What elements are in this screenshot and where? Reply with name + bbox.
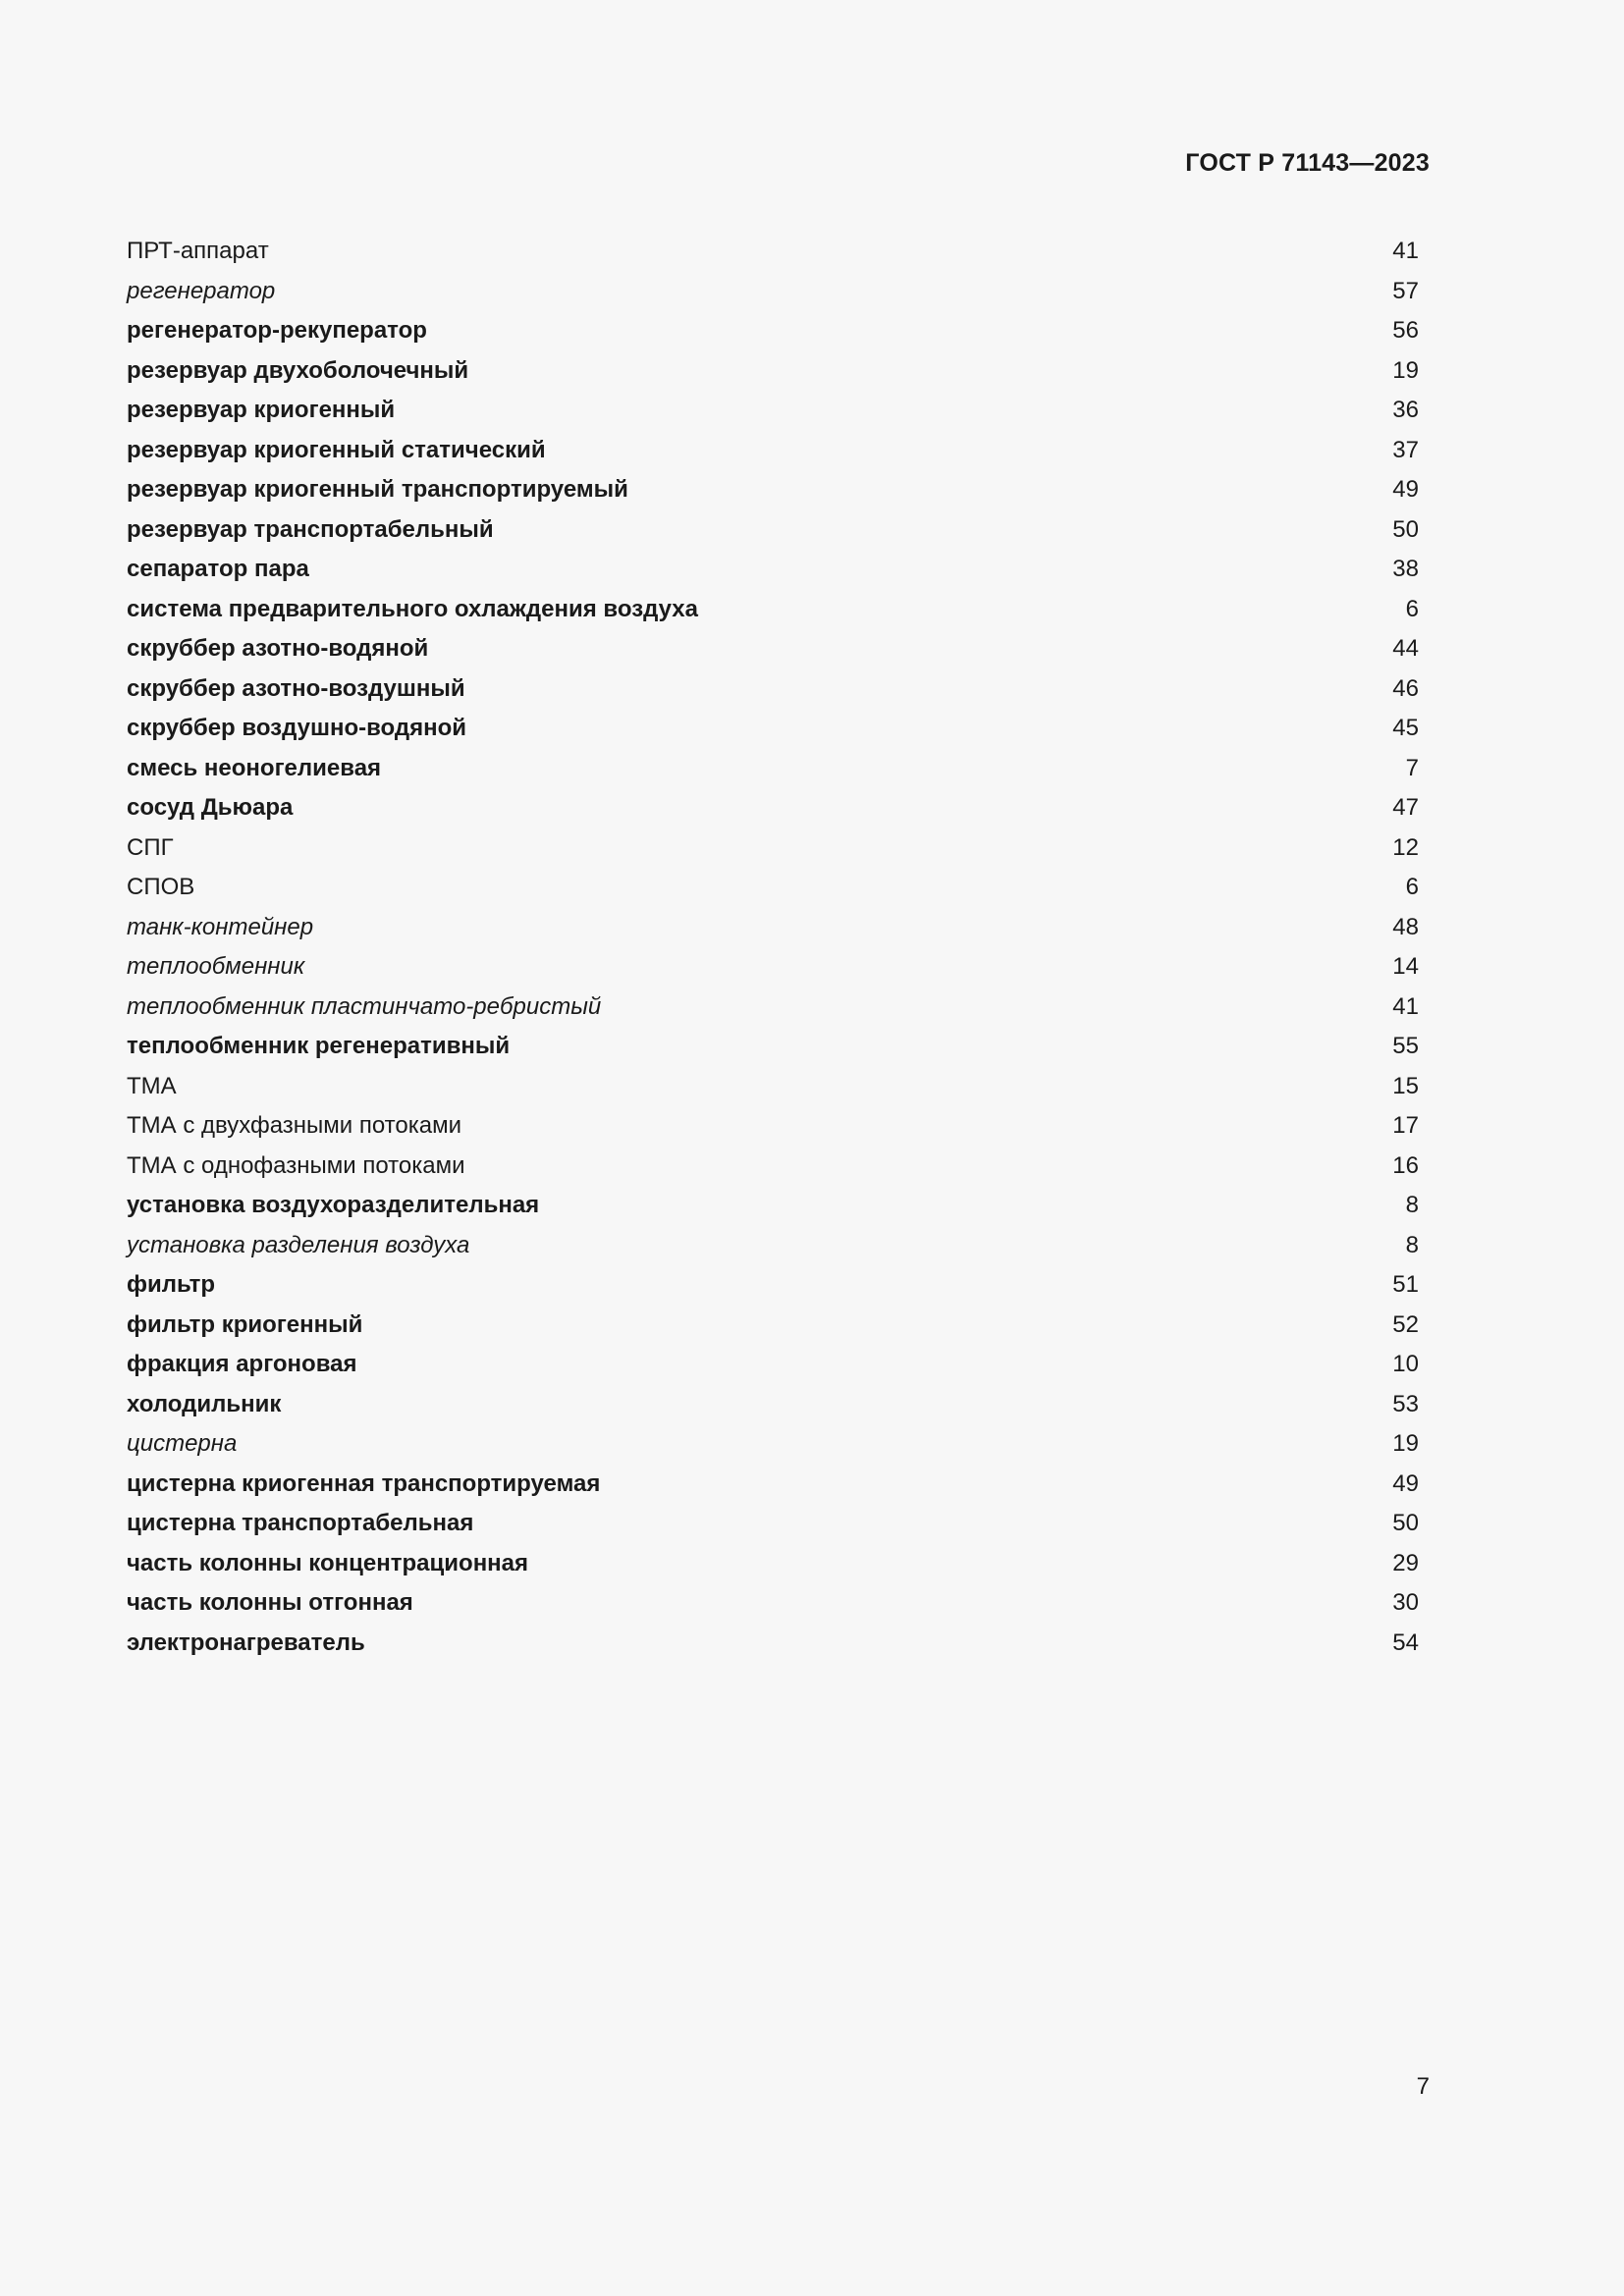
index-page-ref: 17 [1392,1112,1419,1140]
index-entry [127,988,1419,1028]
index-term: установка разделения воздуха [127,1231,470,1258]
index-term: часть колонны отгонная [127,1589,413,1617]
index-entry [127,1226,1419,1266]
index-page-ref: 12 [1392,833,1419,861]
index-term: резервуар транспортабельный [127,515,494,543]
index-entry [127,828,1419,869]
index-page-ref: 6 [1405,874,1419,901]
index-entry [127,947,1419,988]
index-entry [127,788,1419,828]
index-term: скруббер воздушно-водяной [127,715,467,742]
index-entry [127,590,1419,630]
index-entry [127,1624,1419,1664]
index-entry [127,431,1419,471]
index-entry [127,470,1419,510]
index-entry [127,1027,1419,1067]
index-entry [127,1544,1419,1584]
index-page-ref: 19 [1392,356,1419,384]
index-page-ref: 16 [1392,1151,1419,1179]
index-page-ref: 15 [1392,1072,1419,1099]
index-page-ref: 50 [1392,1510,1419,1537]
index-entry [127,232,1419,272]
index-entry [127,272,1419,312]
index-page-ref: 45 [1392,715,1419,742]
index-term: резервуар криогенный транспортируемый [127,476,628,504]
index-page-ref: 19 [1392,1430,1419,1458]
index-term: резервуар криогенный [127,397,396,424]
document-number-header: ГОСТ Р 71143—2023 [1185,149,1430,177]
index-entry [127,908,1419,948]
index-entry [127,510,1419,551]
index-entry [127,1504,1419,1544]
index-page-ref: 37 [1392,436,1419,463]
index-page-ref: 41 [1392,992,1419,1020]
index-page-ref: 44 [1392,635,1419,663]
index-page-ref: 30 [1392,1589,1419,1617]
index-term: электронагреватель [127,1629,365,1656]
index-term: скруббер азотно-воздушный [127,674,465,702]
index-term: танк-контейнер [127,913,314,940]
index-page-ref: 55 [1392,1033,1419,1060]
index-page-ref: 51 [1392,1271,1419,1299]
index-term: ТМА с двухфазными потоками [127,1112,462,1140]
index-entry [127,311,1419,351]
index-page-ref: 6 [1405,595,1419,622]
index-entry [127,669,1419,710]
index-page-ref: 48 [1392,913,1419,940]
alphabetical-index [127,232,1419,1663]
index-page-ref: 57 [1392,277,1419,304]
index-term: ТМА с однофазными потоками [127,1151,465,1179]
index-page-ref: 14 [1392,953,1419,981]
index-page-ref: 8 [1405,1231,1419,1258]
index-page-ref: 52 [1392,1310,1419,1338]
index-term: система предварительного охлаждения воздуха [127,595,698,622]
index-entry [127,1306,1419,1346]
index-term: скруббер азотно-водяной [127,635,429,663]
index-page-ref: 36 [1392,397,1419,424]
index-page-ref: 7 [1405,754,1419,781]
index-page-ref: 29 [1392,1549,1419,1576]
index-page-ref: 50 [1392,515,1419,543]
index-page-ref: 49 [1392,476,1419,504]
index-term: теплообменник регенеративный [127,1033,511,1060]
index-entry [127,1385,1419,1425]
index-term: фильтр [127,1271,216,1299]
index-page-ref: 38 [1392,556,1419,583]
index-term: холодильник [127,1390,282,1417]
index-page-ref: 41 [1392,238,1419,265]
index-entry [127,749,1419,789]
index-entry [127,1424,1419,1465]
index-term: сепаратор пара [127,556,309,583]
index-term: цистерна транспортабельная [127,1510,474,1537]
index-entry [127,1583,1419,1624]
index-page-ref: 10 [1392,1351,1419,1378]
index-page-ref: 8 [1405,1192,1419,1219]
index-page-ref: 47 [1392,794,1419,822]
index-entry [127,1465,1419,1505]
index-entry [127,1265,1419,1306]
index-page-ref: 54 [1392,1629,1419,1656]
index-page-ref: 49 [1392,1469,1419,1497]
index-entry [127,1345,1419,1385]
index-page-ref: 56 [1392,317,1419,345]
index-entry [127,1067,1419,1107]
page-number: 7 [1416,2073,1430,2100]
index-term: фильтр криогенный [127,1310,363,1338]
index-term: СПОВ [127,874,195,901]
index-entry [127,351,1419,392]
index-term: фракция аргоновая [127,1351,357,1378]
index-term: СПГ [127,833,174,861]
index-page-ref: 46 [1392,674,1419,702]
index-term: ТМА [127,1072,177,1099]
index-term: теплообменник [127,953,305,981]
index-entry [127,709,1419,749]
index-entry [127,1147,1419,1187]
index-term: сосуд Дьюара [127,794,294,822]
index-term: резервуар криогенный статический [127,436,546,463]
index-entry [127,391,1419,431]
index-term: ПРТ-аппарат [127,238,269,265]
index-term: резервуар двухоболочечный [127,356,469,384]
index-term: часть колонны концентрационная [127,1549,529,1576]
index-entry [127,629,1419,669]
index-term: цистерна [127,1430,238,1458]
index-page-ref: 53 [1392,1390,1419,1417]
index-entry [127,1186,1419,1226]
index-entry [127,868,1419,908]
index-term: регенератор [127,277,276,304]
index-term: смесь неоногелиевая [127,754,382,781]
index-term: регенератор-рекуператор [127,317,427,345]
index-entry [127,550,1419,590]
index-term: цистерна криогенная транспортируемая [127,1469,601,1497]
index-entry [127,1106,1419,1147]
index-term: теплообменник пластинчато-ребристый [127,992,602,1020]
index-term: установка воздухоразделительная [127,1192,540,1219]
